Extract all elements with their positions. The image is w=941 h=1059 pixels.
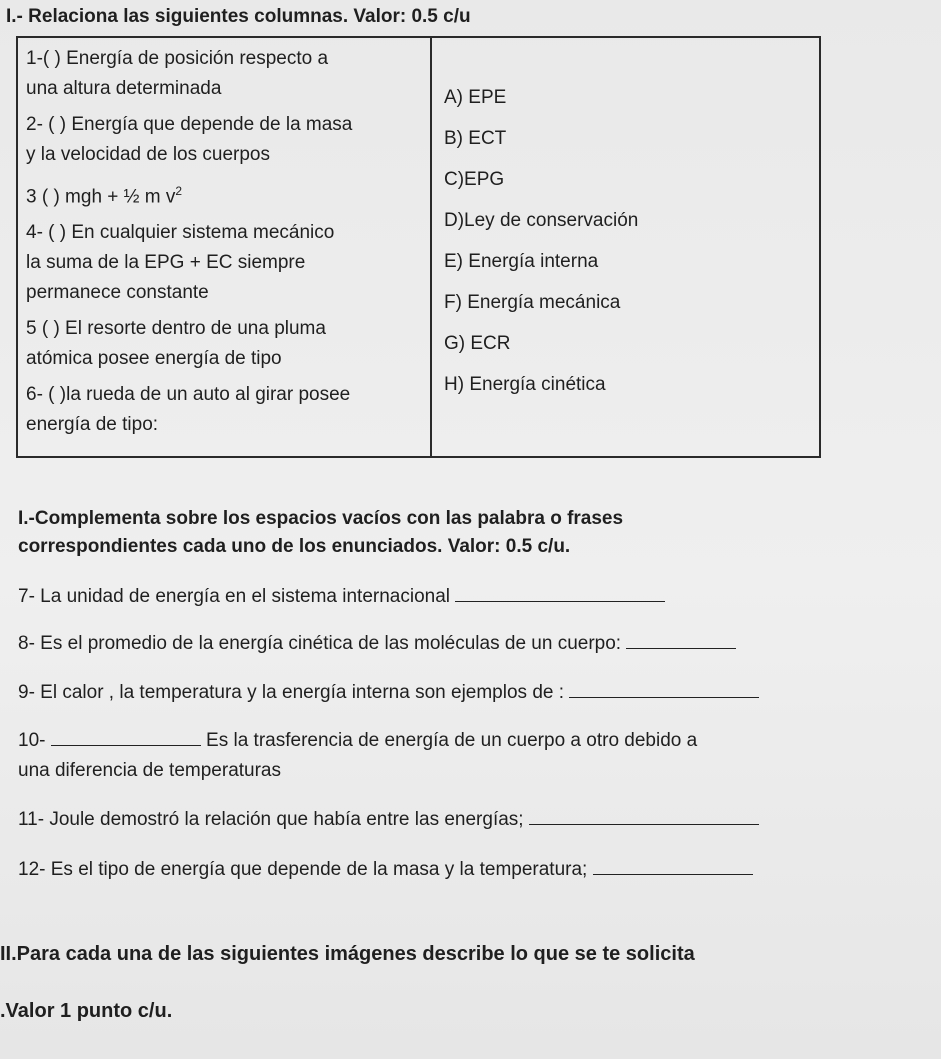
answer-blank-7[interactable] [455,585,665,602]
option-f: F) Energía mecánica [444,292,621,313]
section-3-heading-line-1: II.Para cada una de las siguientes imágenes describe lo que se te solicita [0,943,695,965]
left-item-5: 5 ( ) El resorte dentro de una pluma atómica posee energía de tipo [26,318,326,370]
question-8: 8- Es el promedio de la energía cinética de las moléculas de un cuerpo: [18,632,736,655]
question-10-continuation: una diferencia de temperaturas [18,760,281,781]
option-g: G) ECR [444,333,511,354]
option-c: C)EPG [444,169,505,190]
question-11: 11- Joule demostró la relación que había entre las energías; [18,808,759,831]
answer-blank-8[interactable] [626,632,736,649]
question-12: 12- Es el tipo de energía que depende de la masa y la temperatura; [18,858,753,881]
answer-blank-11[interactable] [529,808,759,825]
answer-blank-9[interactable] [569,681,759,698]
left-item-1: 1-( ) Energía de posición respecto a una altura determinada [26,48,329,99]
question-7: 7- La unidad de energía en el sistema internacional [18,585,665,608]
left-item-4: 4- ( ) En cualquier sistema mecánico la suma de la EPG + EC siempre permanece constante [26,222,335,304]
option-a: A) EPE [444,87,507,108]
option-e: E) Energía interna [444,251,599,272]
option-h: H) Energía cinética [444,374,606,395]
section-2-heading-line-1: I.-Complementa sobre los espacios vacíos con las palabra o frases [18,508,624,529]
answer-blank-12[interactable] [593,858,753,875]
right-column [431,37,820,457]
question-10: 10- Es la trasferencia de energía de un cuerpo a otro debido a [18,730,698,751]
option-d: D)Ley de conservación [444,210,639,231]
question-9: 9- El calor , la temperatura y la energía interna son ejemplos de : [18,681,759,704]
left-item-6: 6- ( )la rueda de un auto al girar posee energía de tipo: [26,384,351,436]
section-1-title: I.- Relaciona las siguientes columnas. Valor: 0.5 c/u [6,6,471,27]
left-item-2: 2- ( ) Energía que depende de la masa y la velocidad de los cuerpos [26,114,353,165]
section-2-heading-line-2: correspondientes cada uno de los enunciados. Valor: 0.5 c/u. [18,536,571,557]
option-b: B) ECT [444,128,507,149]
section-3-heading-line-2: .Valor 1 punto c/u. [0,1000,173,1022]
answer-blank-10[interactable] [51,729,201,746]
matching-table [16,36,821,458]
left-item-3: 3 ( ) mgh + ½ m $v^2$ [26,184,183,208]
left-column [17,37,431,457]
